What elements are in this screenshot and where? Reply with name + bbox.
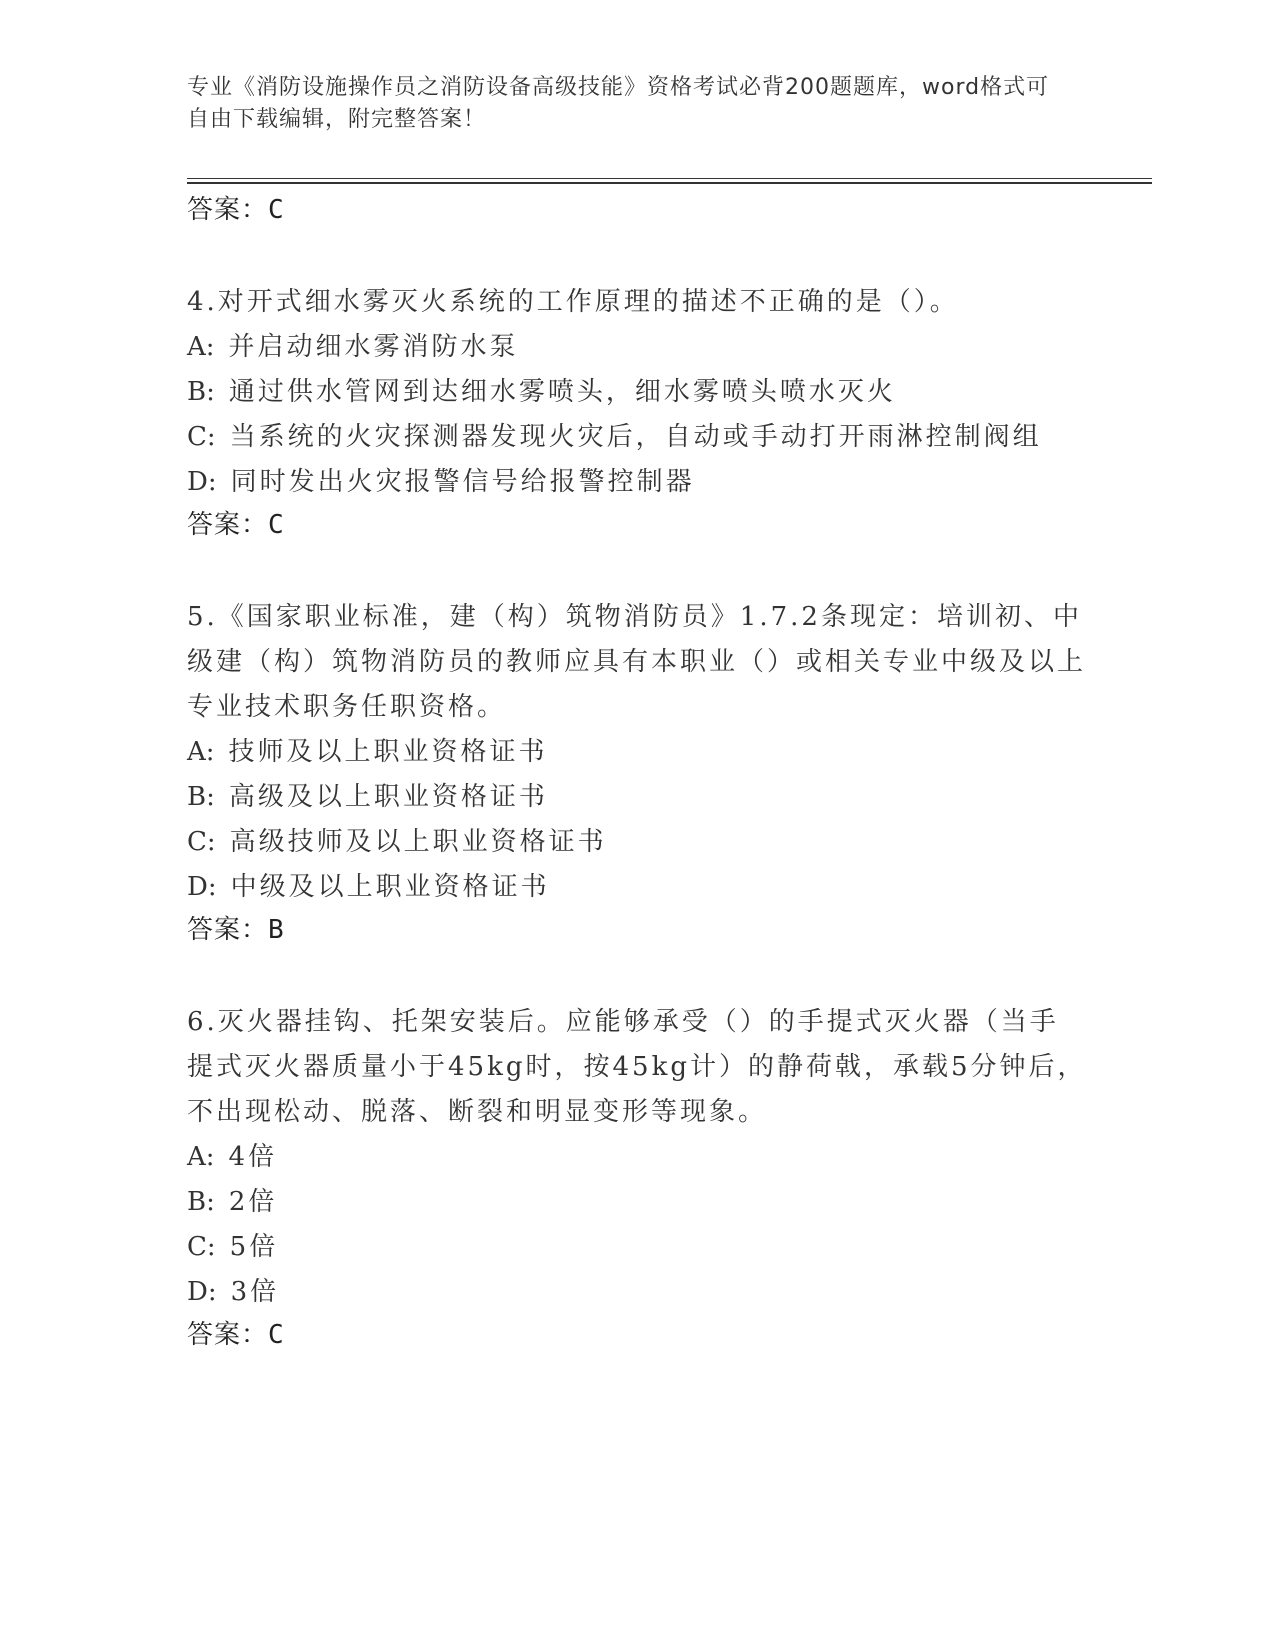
option-d: D: 同时发出火灾报警信号给报警控制器	[187, 467, 695, 497]
answer-line	[187, 910, 1087, 952]
option-c: C: 高级技师及以上职业资格证书	[187, 827, 607, 857]
option-b: B: 2倍	[187, 1187, 278, 1217]
option-b: B: 通过供水管网到达细水雾喷头，细水雾喷头喷水灭火	[187, 377, 896, 407]
option-d: D: 3倍	[187, 1277, 280, 1307]
question-list	[187, 190, 1087, 1357]
question-stem: 6.灭火器挂钩、托架安装后。应能够承受（）的手提式灭火器（当手提式灭火器质量小于45kg时，按45kg计）的静荷戟，承载5分钟后，不出现松动、脱落、断裂和明显变形等现象。	[187, 1007, 1087, 1127]
answer-value: C	[268, 510, 285, 540]
spacer	[187, 232, 1087, 280]
option-a: A: 并启动细水雾消防水泵	[187, 332, 519, 362]
spacer	[187, 952, 1087, 1000]
question-block	[187, 280, 1087, 547]
question-stem: 5.《国家职业标准，建（构）筑物消防员》1.7.2条现定：培训初、中级建（构）筑物消防员的教师应具有本职业（）或相关专业中级及以上专业技术职务任职资格。	[187, 602, 1087, 722]
header-divider-thick	[187, 182, 1152, 184]
answer-label: 答案：	[187, 915, 269, 945]
answer-line	[187, 505, 1087, 547]
answer-line	[187, 190, 1087, 232]
header-divider-thin	[187, 178, 1152, 179]
question-block	[187, 595, 1087, 952]
answer-value: C	[268, 1320, 285, 1350]
spacer	[187, 547, 1087, 595]
option-c: C: 5倍	[187, 1232, 279, 1262]
option-c: C: 当系统的火灾探测器发现火灾后，自动或手动打开雨淋控制阀组	[187, 422, 1042, 452]
option-a: A: 技师及以上职业资格证书	[187, 737, 548, 767]
answer-value: C	[268, 195, 285, 225]
answer-line	[187, 1315, 1087, 1357]
option-a: A: 4倍	[187, 1142, 278, 1172]
answer-label: 答案：	[187, 510, 269, 540]
question-stem: 4.对开式细水雾灭火系统的工作原理的描述不正确的是（）。	[187, 287, 959, 317]
document-header: 专业《消防设施操作员之消防设备高级技能》资格考试必背200题题库，word格式可自由下载编辑，附完整答案！	[187, 75, 1050, 132]
answer-label: 答案：	[187, 1320, 269, 1350]
question-block	[187, 1000, 1087, 1357]
answer-label: 答案：	[187, 195, 269, 225]
answer-value: B	[268, 915, 285, 945]
option-d: D: 中级及以上职业资格证书	[187, 872, 550, 902]
option-b: B: 高级及以上职业资格证书	[187, 782, 548, 812]
